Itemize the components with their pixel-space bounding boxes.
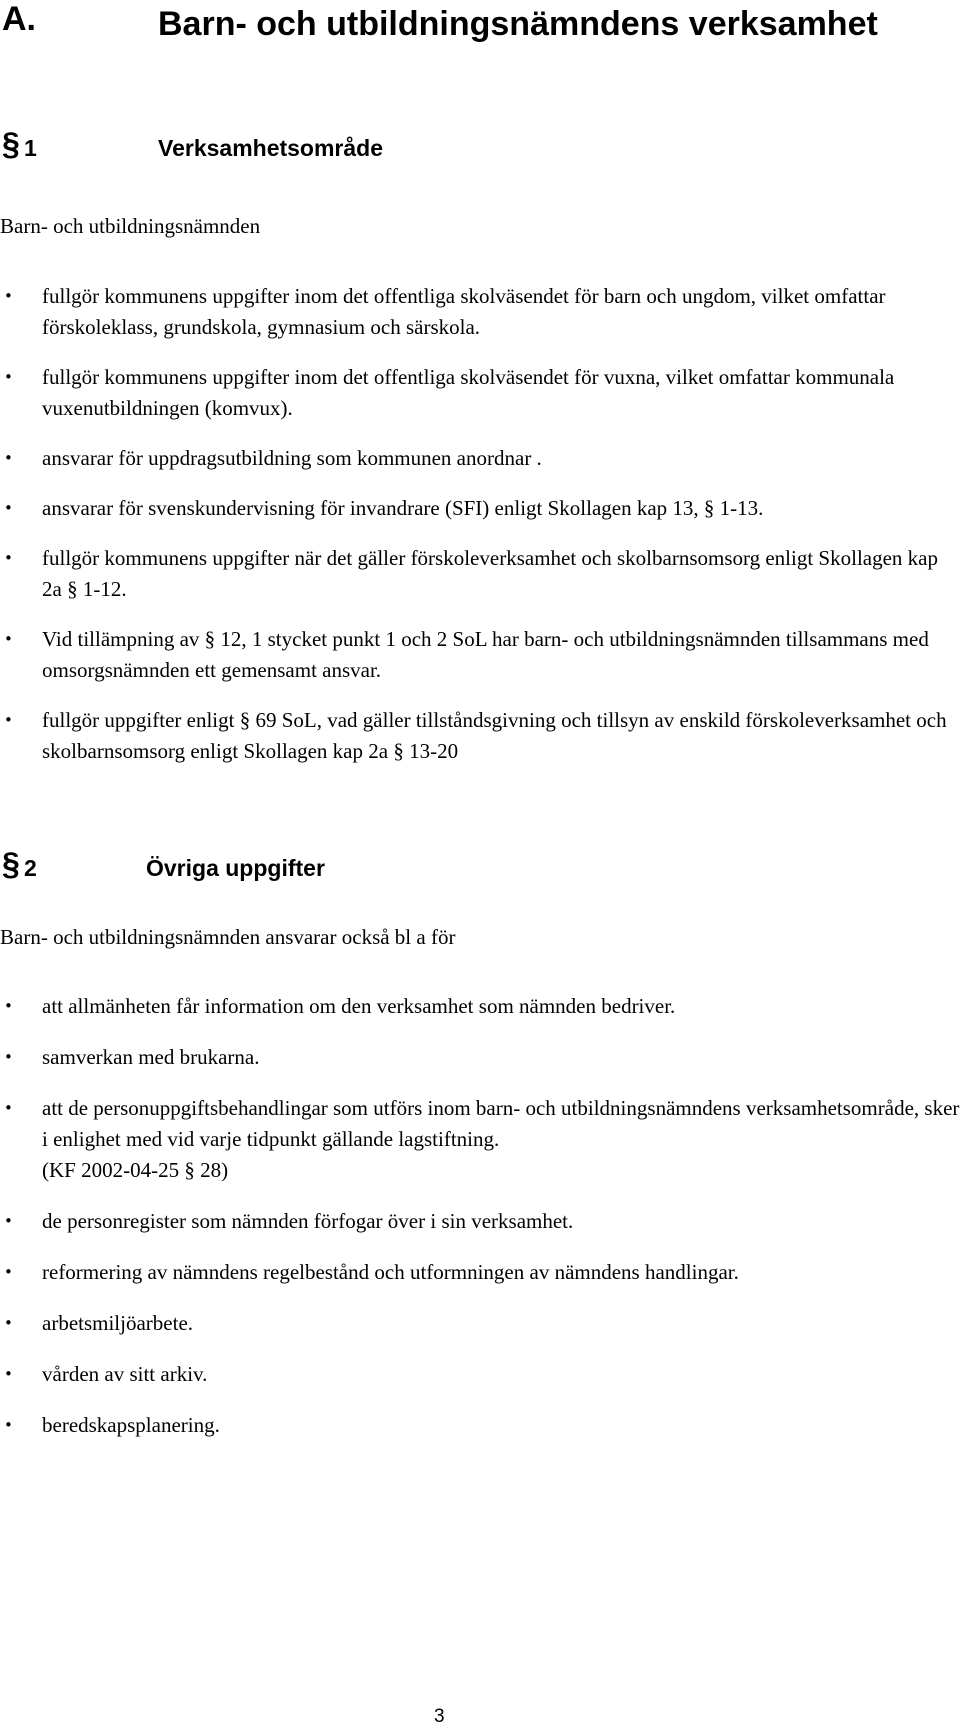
bullet-icon: • — [4, 499, 13, 517]
list-item: • arbetsmiljöarbete. — [0, 1308, 960, 1339]
list-item: • att allmänheten får information om den verksamhet som nämnden bedriver. — [0, 991, 960, 1022]
bullet-icon: • — [4, 449, 13, 467]
bullet-icon: • — [4, 711, 13, 729]
list-item: • vården av sitt arkiv. — [0, 1359, 960, 1390]
bullet-icon: • — [4, 368, 13, 386]
heading-a-number: A. — [2, 0, 36, 38]
bullet-icon: • — [4, 549, 13, 567]
list-item-note: (KF 2002-04-25 § 28) — [42, 1158, 229, 1182]
bullet-icon: • — [4, 1416, 13, 1434]
list-item: • samverkan med brukarna. — [0, 1042, 960, 1073]
bullet-icon: • — [4, 1212, 13, 1230]
bullet-icon: • — [4, 1048, 13, 1066]
list-item: • Vid tillämpning av § 12, 1 stycket punkt 1 och 2 SoL har barn- och utbildningsnämnden tillsammans med omsorgsnämnden ett gemensamt ansvar. — [0, 624, 960, 686]
list-item: • ansvarar för uppdragsutbildning som kommunen anordnar . — [0, 443, 960, 474]
bullet-icon: • — [4, 630, 13, 648]
section2-list — [0, 991, 960, 1441]
bullet-icon: • — [4, 1314, 13, 1332]
heading-a-title: Barn- och utbildningsnämndens verksamhet — [158, 5, 878, 43]
section2-lead: Barn- och utbildningsnämnden ansvarar också bl a för — [0, 925, 456, 949]
list-item: • fullgör kommunens uppgifter inom det offentliga skolväsendet för barn och ungdom, vilket omfattar förskoleklass, grundskola, gymnasium och särskola. — [0, 281, 960, 343]
list-item: • ansvarar för svenskundervisning för invandrare (SFI) enligt Skollagen kap 13, § 1-13. — [0, 493, 960, 524]
bullet-icon: • — [4, 1099, 13, 1117]
list-item: • fullgör uppgifter enligt § 69 SoL, vad gäller tillståndsgivning och tillsyn av enskild förskoleverksamhet och skolbarnsomsorg enligt Skollagen kap 2a § 13-20 — [0, 705, 960, 767]
list-item: • fullgör kommunens uppgifter inom det offentliga skolväsendet för vuxna, vilket omfattar kommunala vuxenutbildningen (komvux). — [0, 362, 960, 424]
section1-number: 1 — [24, 135, 37, 161]
section2-title: Övriga uppgifter — [146, 855, 325, 881]
section1-title: Verksamhetsområde — [158, 135, 384, 161]
list-item: • att de personuppgiftsbehandlingar som utförs inom barn- och utbildningsnämndens verksamhetsområde, sker i enlighet med vid varje tidpunkt gällande lagstiftning. — [0, 1093, 960, 1155]
bullet-icon: • — [4, 997, 13, 1015]
section1-list — [0, 281, 960, 767]
section2-symbol: § — [2, 846, 20, 882]
bullet-icon: • — [4, 1263, 13, 1281]
section1-lead: Barn- och utbildningsnämnden — [0, 214, 261, 238]
bullet-icon: • — [4, 287, 13, 305]
list-item: • beredskapsplanering. — [0, 1410, 960, 1441]
page-number: 3 — [434, 1706, 445, 1727]
bullet-icon: • — [4, 1365, 13, 1383]
section2-number: 2 — [24, 855, 37, 881]
section1-symbol: § — [2, 126, 20, 162]
list-item: • fullgör kommunens uppgifter när det gäller förskoleverksamhet och skolbarnsomsorg enligt Skollagen kap 2a § 1-12. — [0, 543, 960, 605]
list-item: • reformering av nämndens regelbestånd och utformningen av nämndens handlingar. — [0, 1257, 960, 1288]
list-item: • de personregister som nämnden förfogar över i sin verksamhet. — [0, 1206, 960, 1237]
